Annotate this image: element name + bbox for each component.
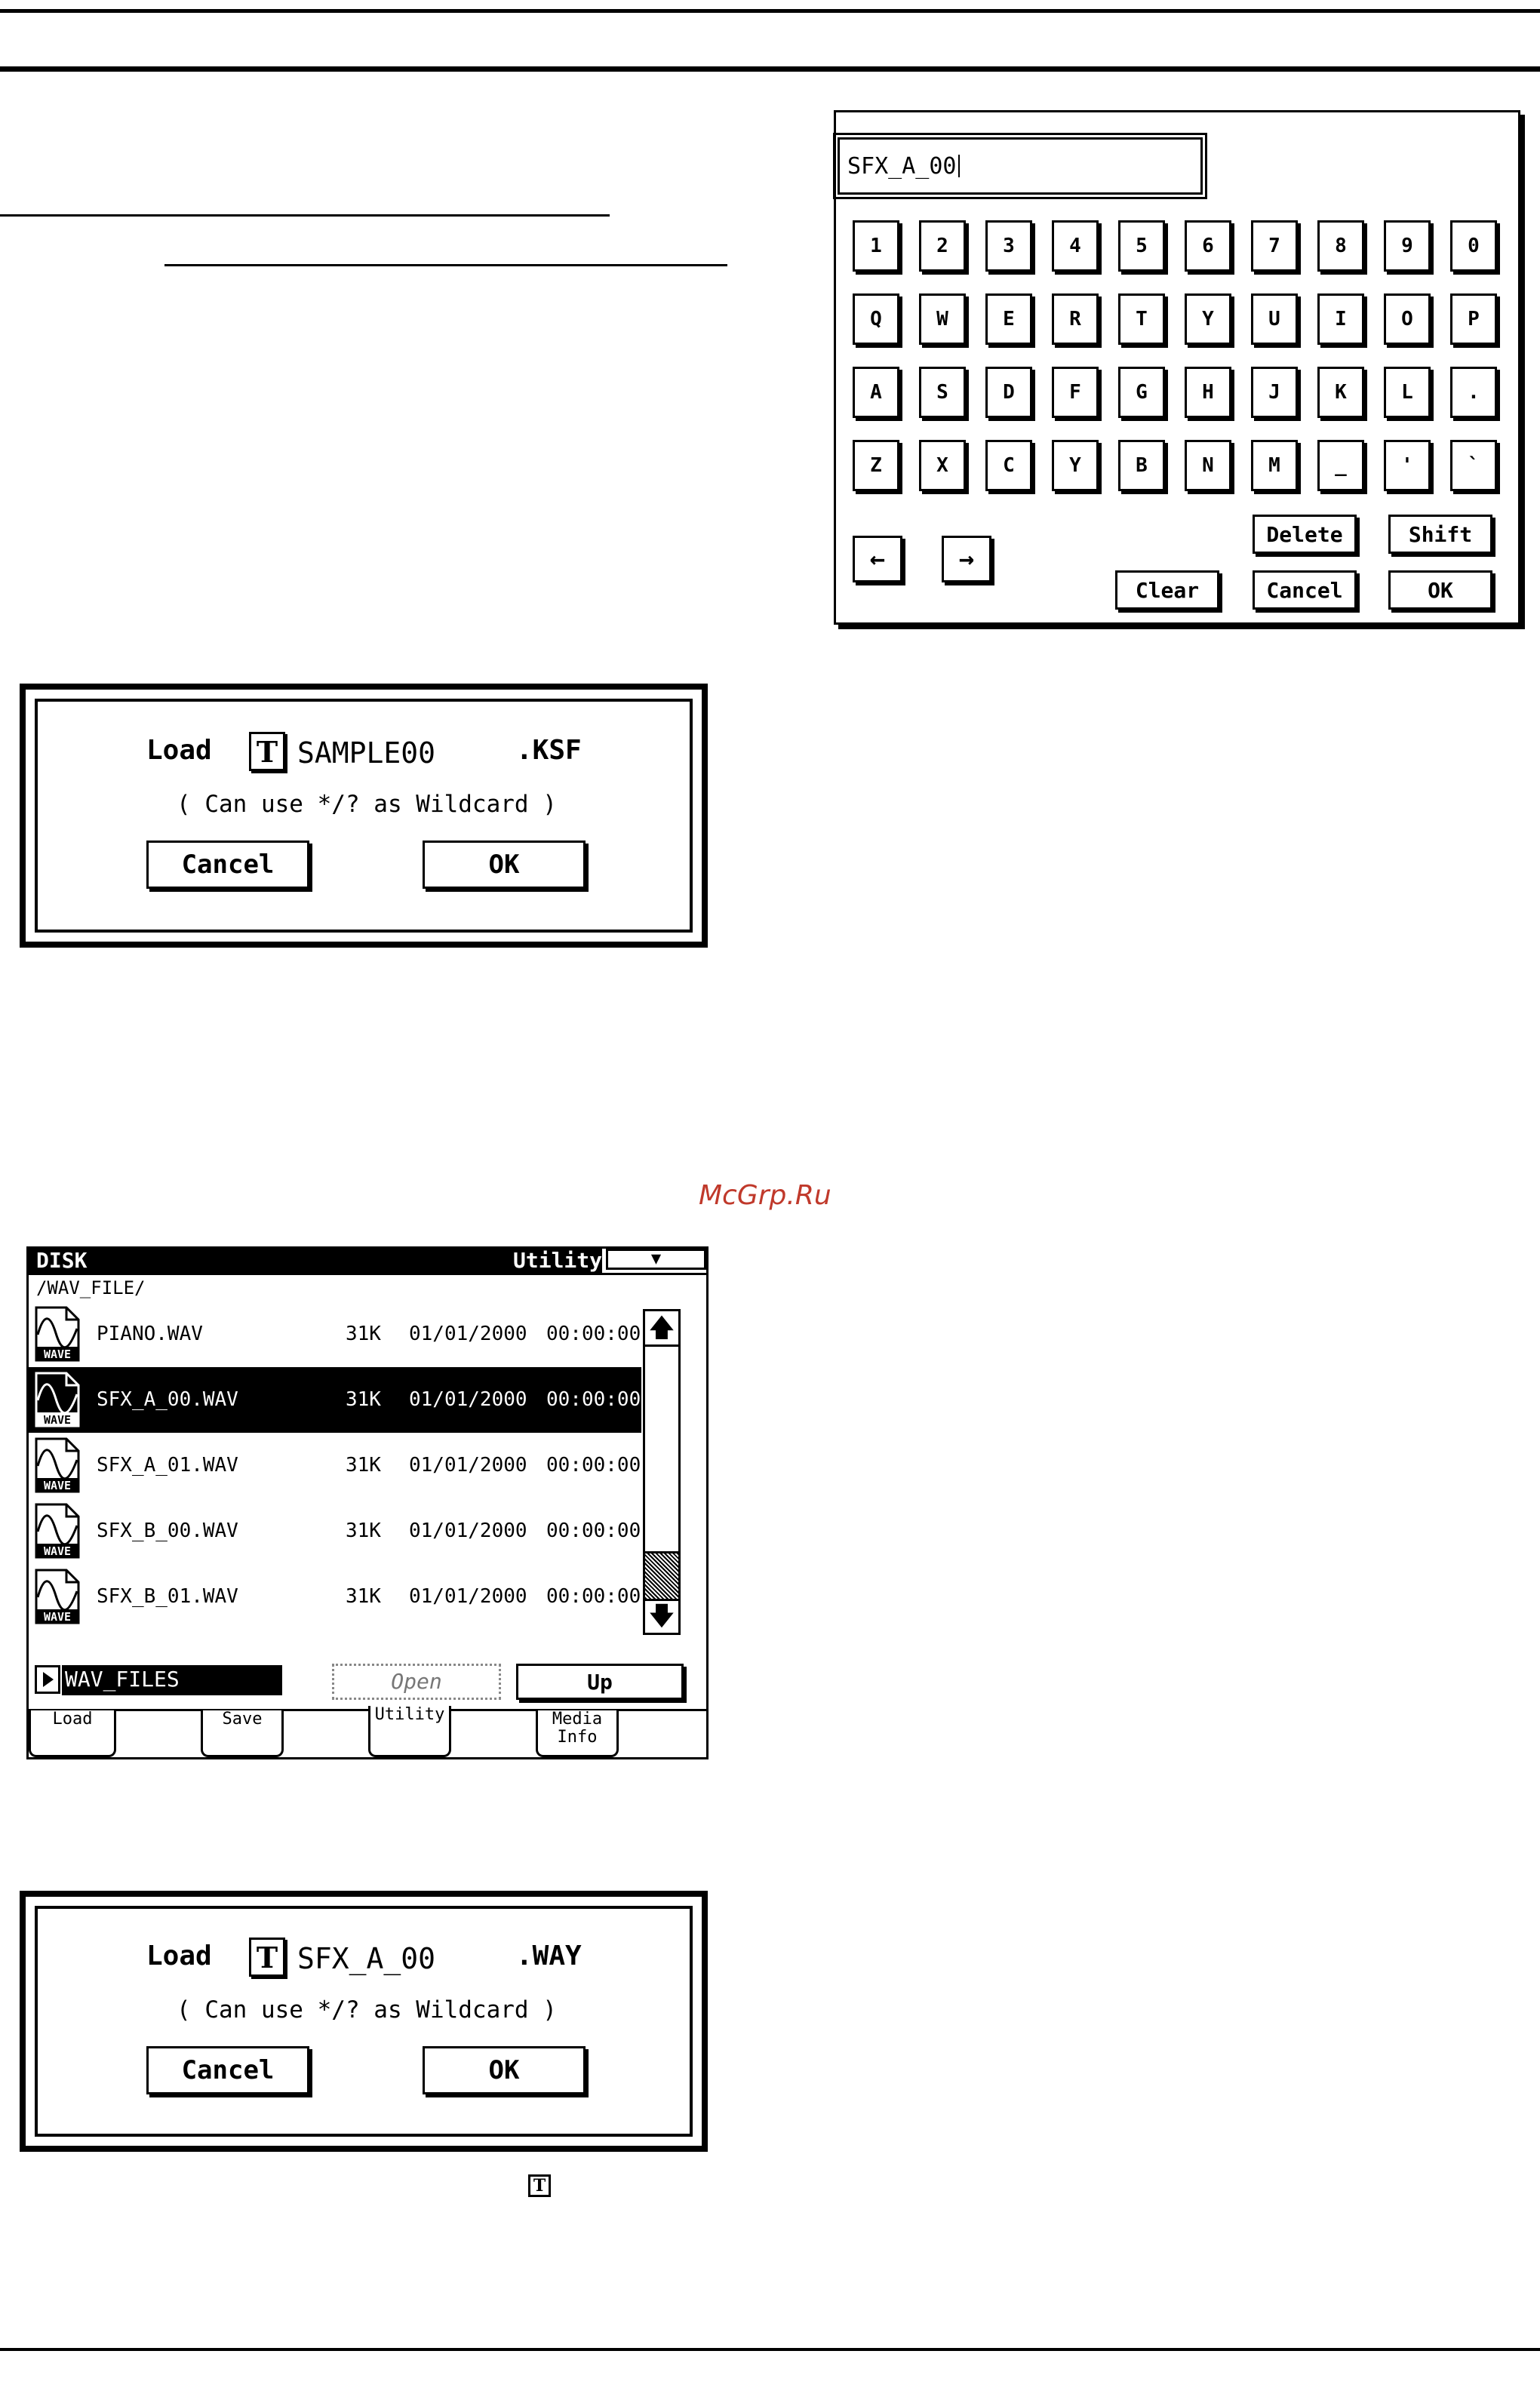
file-time: 00:00:00: [546, 1585, 641, 1608]
key-0-6[interactable]: [1251, 220, 1298, 272]
file-size: 31K: [346, 1388, 381, 1411]
key-2-4[interactable]: [1118, 367, 1165, 418]
key-label: 7: [1268, 235, 1280, 257]
key-label: C: [1003, 454, 1015, 477]
key-label: 4: [1069, 235, 1081, 257]
dialog-title: Load: [146, 1941, 212, 1971]
key-2-1[interactable]: [919, 367, 966, 418]
key-0-3[interactable]: [1052, 220, 1099, 272]
cancel-label: Cancel: [181, 2055, 275, 2085]
open-label: Open: [391, 1669, 442, 1694]
key-1-9[interactable]: [1450, 293, 1497, 345]
keyboard-ok-label: OK: [1428, 577, 1453, 603]
file-list: [29, 1301, 641, 1633]
file-time: 00:00:00: [546, 1388, 641, 1411]
key-1-2[interactable]: [985, 293, 1032, 345]
down-arrow-icon: 🡇: [648, 1601, 675, 1631]
up-arrow-icon: 🡅: [648, 1313, 675, 1343]
scroll-thumb[interactable]: [645, 1551, 678, 1601]
key-label: 3: [1003, 235, 1015, 257]
tab-utility[interactable]: [368, 1706, 451, 1757]
keyboard-ok-button[interactable]: [1388, 570, 1492, 610]
delete-button[interactable]: [1253, 515, 1357, 554]
key-3-5[interactable]: [1185, 440, 1231, 491]
ok-label: OK: [488, 850, 520, 880]
wave-icon-label: WAVE: [43, 1413, 72, 1427]
key-0-7[interactable]: [1317, 220, 1364, 272]
key-label: 5: [1136, 235, 1148, 257]
t-letter: T: [256, 1940, 278, 1974]
key-3-4[interactable]: [1118, 440, 1165, 491]
key-label: 1: [870, 235, 882, 257]
key-2-6[interactable]: [1251, 367, 1298, 418]
key-2-7[interactable]: [1317, 367, 1364, 418]
disk-window: [26, 1246, 709, 1759]
key-0-0[interactable]: [853, 220, 899, 272]
load-wav-dialog: [20, 1891, 708, 2152]
tab-utility-label: Utility: [374, 1705, 445, 1724]
file-date: 01/01/2000: [409, 1520, 527, 1542]
key-label: 8: [1335, 235, 1347, 257]
shift-label: Shift: [1408, 521, 1473, 547]
file-name: SFX_B_01.WAV: [97, 1585, 238, 1608]
key-label: K: [1335, 381, 1347, 404]
key-3-1[interactable]: [919, 440, 966, 491]
key-label: D: [1003, 381, 1015, 404]
file-time: 00:00:00: [546, 1520, 641, 1542]
page-menu-button[interactable]: [606, 1249, 706, 1270]
wave-icon-label: WAVE: [43, 1479, 72, 1492]
key-2-0[interactable]: [853, 367, 899, 418]
key-label: 2: [936, 235, 948, 257]
key-3-9[interactable]: [1450, 440, 1497, 491]
clear-button[interactable]: [1115, 570, 1219, 610]
key-0-4[interactable]: [1118, 220, 1165, 272]
key-label: P: [1468, 308, 1480, 330]
scroll-down-button[interactable]: [645, 1600, 678, 1633]
wave-icon-label: WAVE: [43, 1544, 72, 1558]
scrollbar[interactable]: [643, 1309, 681, 1635]
top-rule: [0, 9, 1540, 13]
ok-button[interactable]: [423, 2046, 586, 2094]
keyboard-cancel-button[interactable]: [1253, 570, 1357, 610]
key-label: U: [1268, 308, 1280, 330]
wildcard-hint: ( Can use */? as Wildcard ): [177, 1996, 557, 2024]
key-label: Y: [1202, 308, 1214, 330]
cursor-left-button[interactable]: [853, 536, 902, 582]
key-label: S: [936, 381, 948, 404]
key-label: .: [1468, 381, 1480, 404]
key-2-5[interactable]: [1185, 367, 1231, 418]
up-button[interactable]: [516, 1664, 684, 1700]
keyboard-cancel-label: Cancel: [1266, 577, 1343, 603]
file-row[interactable]: [29, 1367, 641, 1433]
load-ksf-dialog: [20, 684, 708, 948]
wildcard-hint: ( Can use */? as Wildcard ): [177, 791, 557, 818]
cancel-label: Cancel: [181, 850, 275, 880]
key-1-8[interactable]: [1384, 293, 1431, 345]
key-2-3[interactable]: [1052, 367, 1099, 418]
tab-media-info[interactable]: [536, 1710, 619, 1757]
key-label: A: [870, 381, 882, 404]
key-label: L: [1401, 381, 1413, 404]
tab-media-info-label: Media Info: [552, 1710, 603, 1747]
shift-button[interactable]: [1388, 515, 1492, 554]
file-time: 00:00:00: [546, 1454, 641, 1477]
file-row[interactable]: [29, 1564, 641, 1630]
cursor-right-button[interactable]: [942, 536, 991, 582]
key-label: G: [1136, 381, 1148, 404]
key-label: R: [1069, 308, 1081, 330]
file-date: 01/01/2000: [409, 1388, 527, 1411]
key-1-6[interactable]: [1251, 293, 1298, 345]
folder-name[interactable]: WAV_FILES: [62, 1665, 282, 1695]
t-letter: T: [533, 2176, 546, 2196]
section-underline-2: [164, 264, 727, 266]
key-label: J: [1268, 381, 1280, 404]
delete-label: Delete: [1266, 521, 1343, 547]
window-title: DISK: [36, 1248, 88, 1273]
open-button[interactable]: [332, 1664, 501, 1700]
file-date: 01/01/2000: [409, 1323, 527, 1345]
key-label: N: [1202, 454, 1214, 477]
inline-text-edit-icon: [528, 2174, 551, 2197]
scroll-up-button[interactable]: [645, 1311, 678, 1347]
up-label: Up: [587, 1669, 613, 1695]
key-label: `: [1468, 454, 1480, 477]
key-label: M: [1268, 454, 1280, 477]
cancel-button[interactable]: [146, 840, 309, 889]
wave-file-icon: [33, 1569, 81, 1624]
text-edit-icon[interactable]: [249, 1938, 285, 1977]
key-label: I: [1335, 308, 1347, 330]
key-2-8[interactable]: [1384, 367, 1431, 418]
key-label: 9: [1401, 235, 1413, 257]
file-name: PIANO.WAV: [97, 1323, 203, 1345]
file-extension: .WAY: [516, 1941, 582, 1971]
key-label: Y: [1069, 454, 1081, 477]
ok-button[interactable]: [423, 840, 586, 889]
name-input[interactable]: [838, 137, 1203, 195]
ok-label: OK: [488, 2055, 520, 2085]
filename-field[interactable]: SAMPLE00: [297, 736, 436, 770]
key-label: ': [1401, 454, 1413, 477]
key-0-8[interactable]: [1384, 220, 1431, 272]
key-2-9[interactable]: [1450, 367, 1497, 418]
file-size: 31K: [346, 1323, 381, 1345]
key-0-5[interactable]: [1185, 220, 1231, 272]
file-size: 31K: [346, 1520, 381, 1542]
key-1-7[interactable]: [1317, 293, 1364, 345]
key-3-8[interactable]: [1384, 440, 1431, 491]
file-date: 01/01/2000: [409, 1585, 527, 1608]
file-size: 31K: [346, 1585, 381, 1608]
key-3-0[interactable]: [853, 440, 899, 491]
key-3-3[interactable]: [1052, 440, 1099, 491]
key-0-2[interactable]: [985, 220, 1032, 272]
file-size: 31K: [346, 1454, 381, 1477]
key-label: X: [936, 454, 948, 477]
key-3-2[interactable]: [985, 440, 1032, 491]
text-cursor: [958, 155, 960, 177]
tab-load-label: Load: [52, 1710, 93, 1729]
key-label: T: [1136, 308, 1148, 330]
key-label: E: [1003, 308, 1015, 330]
wave-file-icon: [33, 1503, 81, 1559]
key-1-0[interactable]: [853, 293, 899, 345]
key-0-9[interactable]: [1450, 220, 1497, 272]
clear-label: Clear: [1135, 577, 1200, 603]
dropdown-arrow-icon: ▼: [650, 1249, 662, 1268]
right-arrow-icon: →: [958, 544, 975, 574]
key-3-7[interactable]: [1317, 440, 1364, 491]
key-2-2[interactable]: [985, 367, 1032, 418]
page-menu-label: Utility: [513, 1248, 603, 1273]
key-label: Z: [870, 454, 882, 477]
key-label: W: [936, 308, 948, 330]
key-1-1[interactable]: [919, 293, 966, 345]
key-label: 0: [1468, 235, 1480, 257]
cancel-button[interactable]: [146, 2046, 309, 2094]
file-time: 00:00:00: [546, 1323, 641, 1345]
file-name: SFX_A_00.WAV: [97, 1388, 238, 1411]
key-label: B: [1136, 454, 1148, 477]
key-label: Q: [870, 308, 882, 330]
key-label: 6: [1202, 235, 1214, 257]
key-label: H: [1202, 381, 1214, 404]
file-name: SFX_A_01.WAV: [97, 1454, 238, 1477]
left-arrow-icon: ←: [869, 544, 886, 574]
wave-file-icon: [33, 1437, 81, 1493]
key-1-4[interactable]: [1118, 293, 1165, 345]
file-name: SFX_B_00.WAV: [97, 1520, 238, 1542]
file-row[interactable]: [29, 1498, 641, 1564]
key-1-5[interactable]: [1185, 293, 1231, 345]
file-row[interactable]: [29, 1301, 641, 1367]
key-1-3[interactable]: [1052, 293, 1099, 345]
text-edit-icon[interactable]: [249, 732, 285, 771]
watermark: McGrp.Ru: [699, 1180, 831, 1211]
file-date: 01/01/2000: [409, 1454, 527, 1477]
key-label: _: [1335, 454, 1347, 477]
tab-save[interactable]: [201, 1710, 284, 1757]
wave-file-icon: [33, 1306, 81, 1362]
section-underline-1: [0, 214, 610, 217]
header-rule: [0, 66, 1540, 72]
name-input-value: SFX_A_00: [847, 152, 957, 180]
dialog-title: Load: [146, 735, 212, 766]
key-3-6[interactable]: [1251, 440, 1298, 491]
tab-load[interactable]: [29, 1710, 116, 1757]
filename-field[interactable]: SFX_A_00: [297, 1942, 436, 1975]
file-extension: .KSF: [516, 735, 582, 766]
t-letter: T: [256, 734, 278, 769]
key-label: O: [1401, 308, 1413, 330]
title-underline: [29, 1273, 706, 1275]
wave-icon-label: WAVE: [43, 1610, 72, 1624]
current-path: /WAV_FILE/: [36, 1277, 146, 1298]
folder-play-icon[interactable]: [35, 1665, 60, 1694]
file-row[interactable]: [29, 1433, 641, 1498]
bottom-rule: [0, 2348, 1540, 2351]
key-label: F: [1069, 381, 1081, 404]
key-0-1[interactable]: [919, 220, 966, 272]
tab-save-label: Save: [222, 1710, 263, 1729]
wave-file-icon: [33, 1372, 81, 1427]
wave-icon-label: WAVE: [43, 1348, 72, 1361]
